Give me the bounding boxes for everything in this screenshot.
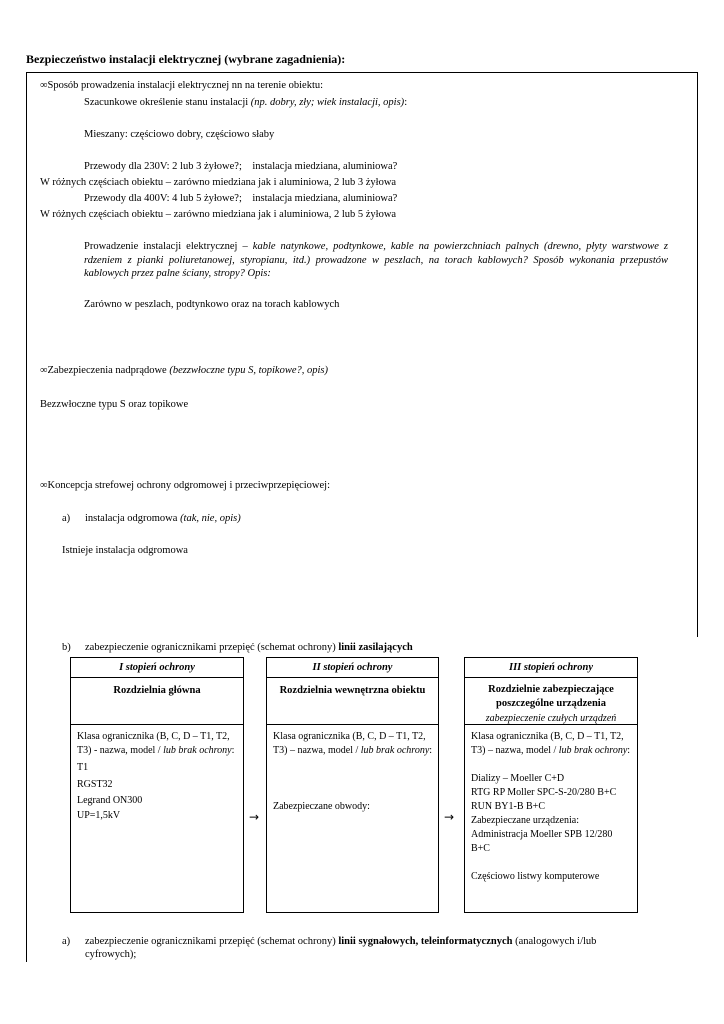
routing-answer: Zarówno w peszlach, podtynkowo oraz na torach kablowych (84, 299, 340, 310)
level-line: Legrand ON300 (77, 795, 143, 806)
level-name: Rozdzielnie zabezpieczające poszczególne urządzenia zabezpieczenie czułych urządzeń (465, 677, 637, 725)
level-body: Klasa ogranicznika (B, C, D – T1, T2, T3) – nazwa, model / lub brak ochrony: (273, 731, 433, 756)
protection-level-2 (266, 657, 439, 913)
routing-question: Prowadzenie instalacji elektrycznej – kable natynkowe, podtynkowe, kable na powierzchniach palnych (drewno, płyty warstwowe z rdzeniem z pianki poliuretanowej, styropianu, itd.) prowadzone w peszlach, na torach kablowych? Sposób wykonania przepustów kablowych przez palne ściany, stropy? Opis: (84, 241, 668, 280)
item-b-label: zabezpieczenie ogranicznikami przepięć (schemat ochrony) linii zasilających (85, 642, 413, 653)
frame-left-border (26, 72, 27, 962)
level-line: Częściowo listwy komputerowe (471, 871, 600, 882)
item-a-label: instalacja odgromowa (tak, nie, opis) (85, 513, 241, 524)
arrow-icon: → (249, 810, 260, 824)
level-line: Administracja Moeller SPB 12/280 B+C (471, 829, 613, 854)
bullet-icon: ∞ (40, 365, 48, 376)
estimate-label: Szacunkowe określenie stanu instalacji (np. dobry, zły; wiek instalacji, opis): (84, 97, 408, 108)
frame-right-border (697, 72, 698, 637)
level-line: Zabezpieczane urządzenia: (471, 815, 579, 826)
level-line: Dializy – Moeller C+D (471, 773, 565, 784)
wires400-question: Przewody dla 400V: 4 lub 5 żyłowe?; instalacja miedziana, aluminiowa? (84, 193, 398, 204)
wires230-question: Przewody dla 230V: 2 lub 3 żyłowe?; instalacja miedziana, aluminiowa? (84, 161, 398, 172)
bullet-icon: ∞ (40, 480, 48, 491)
level-name: Rozdzielnia główna (71, 677, 243, 725)
section1-heading: ∞Sposób prowadzenia instalacji elektrycznej nn na terenie obiektu: (40, 80, 324, 91)
level-line: UP=1,5kV (77, 810, 121, 821)
section3-heading: ∞Koncepcja strefowej ochrony odgromowej i przeciwprzepięciowej: (40, 480, 331, 491)
level-header: I stopień ochrony (71, 658, 243, 678)
wires230-answer: W różnych częściach obiektu – zarówno miedziana jak i aluminiowa, 2 lub 3 żyłowa (40, 177, 397, 188)
page-title: Bezpieczeństwo instalacji elektrycznej (wybrane zagadnienia): (26, 52, 346, 66)
arrow-icon: → (444, 810, 455, 824)
item-c-marker: a) (62, 936, 71, 947)
item-c-label-cont: cyfrowych); (85, 949, 137, 960)
section2-heading: ∞Zabezpieczenia nadprądowe (bezzwłoczne typu S, topikowe?, opis) (40, 365, 328, 376)
level-line: RUN BY1-B B+C (471, 801, 545, 812)
level-line: T1 (77, 762, 89, 773)
level-header: III stopień ochrony (465, 658, 637, 678)
level-body: Klasa ogranicznika (B, C, D – T1, T2, T3) – nazwa, model / lub brak ochrony: Dializy – Moeller C+D RTG RP Moller SPC-S-20/280 B+C RUN BY1-B B+C Zabezpieczane urządzenia: Administracja Moeller SPB 12/280 B+C Częściowo listwy komputerowe (471, 730, 633, 884)
frame-top-border (26, 72, 698, 73)
level-sub: zabezpieczenie czułych urządzeń (485, 713, 617, 725)
level-line: RTG RP Moller SPC-S-20/280 B+C (471, 787, 617, 798)
level-body: Klasa ogranicznika (B, C, D – T1, T2, T3) - nazwa, model / lub brak ochrony: T1 RGST32 Legrand ON300 UP=1,5kV (77, 730, 239, 823)
level-line: RGST32 (77, 779, 113, 790)
protection-level-3 (464, 657, 638, 913)
item-b-marker: b) (62, 642, 71, 653)
item-a-marker: a) (62, 513, 71, 524)
section2-answer: Bezzwłoczne typu S oraz topikowe (40, 399, 189, 410)
bullet-icon: ∞ (40, 80, 48, 91)
item-c-label: zabezpieczenie ogranicznikami przepięć (schemat ochrony) linii sygnałowych, teleinformatycznych (analogowych i/lub (85, 936, 597, 947)
item-a-answer: Istnieje instalacja odgromowa (62, 545, 188, 556)
level-line: Zabezpieczane obwody: (273, 801, 370, 812)
wires400-answer: W różnych częściach obiektu – zarówno miedziana jak i aluminiowa, 2 lub 5 żyłowa (40, 209, 397, 220)
level-header: II stopień ochrony (267, 658, 438, 678)
protection-level-1 (70, 657, 244, 913)
estimate-answer: Mieszany: częściowo dobry, częściowo słaby (84, 129, 275, 140)
level-name: Rozdzielnia wewnętrzna obiektu (267, 677, 438, 725)
